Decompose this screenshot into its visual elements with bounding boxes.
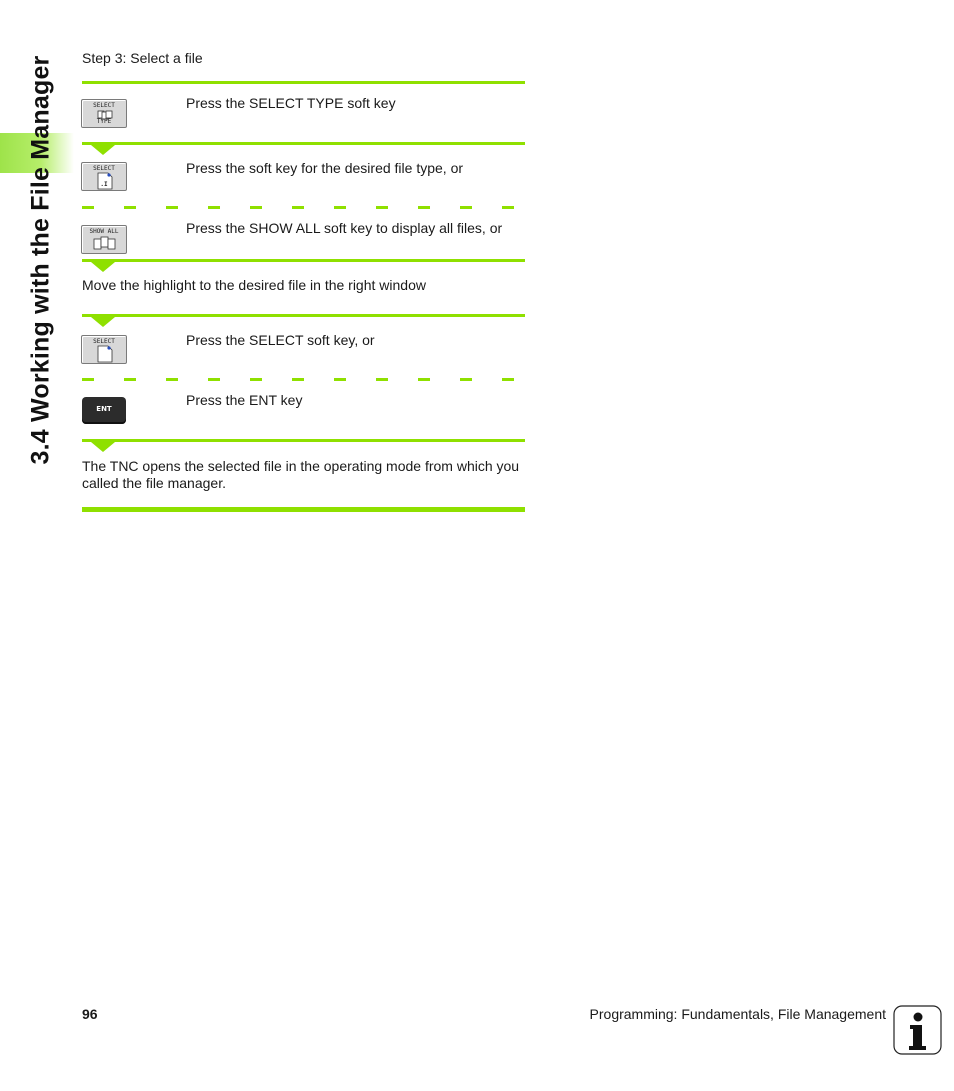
dashed-divider bbox=[82, 206, 525, 209]
step-text: Press the SELECT soft key, or bbox=[186, 332, 375, 348]
down-arrow-icon bbox=[91, 262, 115, 272]
end-divider bbox=[82, 507, 525, 512]
section-title: 3.4 Working with the File Manager bbox=[26, 55, 55, 465]
select-type-softkey[interactable] bbox=[81, 99, 127, 128]
softkey-label: TYPE bbox=[96, 118, 112, 125]
step-text: Press the SHOW ALL soft key to display all files, or bbox=[186, 220, 503, 236]
softkey-label: SHOW ALL bbox=[89, 228, 119, 235]
divider bbox=[82, 314, 525, 317]
info-icon bbox=[893, 1005, 942, 1055]
file-icon bbox=[96, 345, 114, 363]
divider bbox=[82, 81, 525, 84]
softkey-label: SELECT bbox=[93, 165, 115, 172]
dashed-divider bbox=[82, 378, 525, 381]
select-softkey[interactable] bbox=[81, 335, 127, 364]
softkey-label: SELECT bbox=[93, 338, 115, 345]
key-label: ENT bbox=[96, 405, 112, 413]
step-text: Press the ENT key bbox=[186, 392, 303, 408]
select-file-type-softkey[interactable] bbox=[81, 162, 127, 191]
divider bbox=[82, 259, 525, 262]
step-text: Press the SELECT TYPE soft key bbox=[186, 95, 396, 111]
divider bbox=[82, 439, 525, 442]
down-arrow-icon bbox=[91, 317, 115, 327]
divider bbox=[82, 142, 525, 145]
step-text: Press the soft key for the desired file type, or bbox=[186, 160, 464, 176]
section-title-container bbox=[18, 40, 64, 480]
file-icon bbox=[93, 236, 117, 252]
step-title: Step 3: Select a file bbox=[82, 50, 203, 66]
down-arrow-icon bbox=[91, 145, 115, 155]
page-number: 96 bbox=[82, 1006, 98, 1022]
down-arrow-icon bbox=[91, 442, 115, 452]
footer-title: Programming: Fundamentals, File Management bbox=[589, 1006, 886, 1022]
step-text: Move the highlight to the desired file in the right window bbox=[82, 277, 426, 293]
ent-key[interactable] bbox=[82, 397, 126, 424]
show-all-softkey[interactable] bbox=[81, 225, 127, 254]
softkey-label: SELECT bbox=[93, 102, 115, 109]
softkey-label: .I bbox=[100, 181, 108, 188]
result-text: The TNC opens the selected file in the operating mode from which you called the file manager. bbox=[82, 458, 520, 491]
